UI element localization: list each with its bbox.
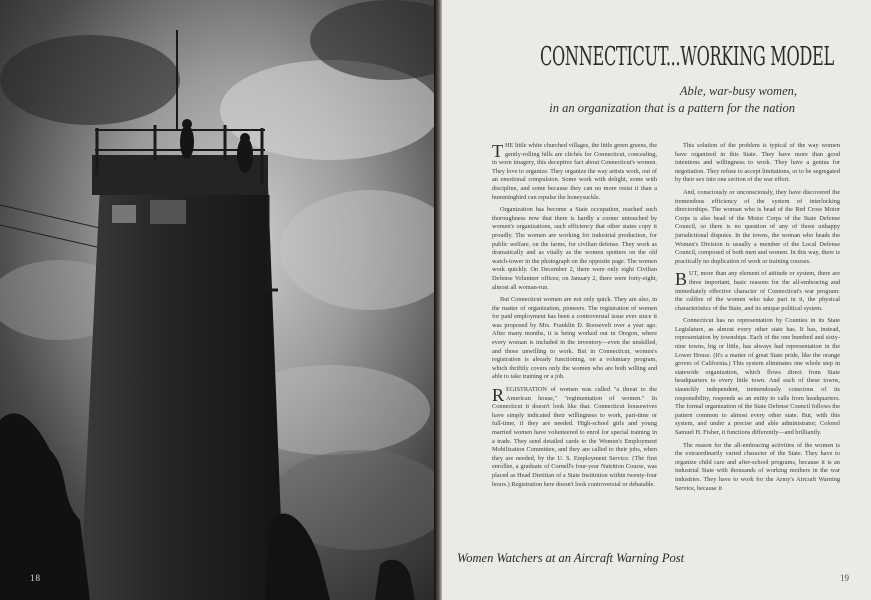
paragraph: Connecticut has no representation by Counties in its State Legislature, as almost every other state has. It has, instead, representation by townships. Each of the one hundred and sixty-nine towns, big or little, has always had representation in the Lower House. (It's a matter of great State pride, like the orange groves of California.) This system eliminates one whole step in statewide organization, which flows direct from State headquarters to every little town. And each of these towns, staunchly independent, tremendously conscious of its responsibility, responds as an entity to calls from headquarters. The formal organization of the State Defense Council follows the pattern common to almost every other state. But, with this system, and under a precise and able administrator, Colonel Samuel H. Fisher, it functions differently—and brilliantly. [675, 317, 840, 436]
paragraph: This solution of the problem is typical of the way women have organized in this State. They have more than good intentions and willingness to work. They have a genius for negotiation. They refuse to accept limitations, or to be segregated by their sex into one section of the war effort. [675, 142, 840, 184]
paragraph: THE little white churched villages, the little green greens, the gently-rolling hills are clichés for Connecticut, concealing, in worn imagery, this deceptive fact about Connecticut's women. They love to organize. They organize the way artists work, out of an emotional compulsion. Some work with delight, some with discipline, and some because they can no more resist it than a hummingbird can repulse the honeysuckle. [492, 141, 657, 201]
drop-cap: B [675, 269, 688, 290]
left-page-photo [0, 0, 434, 600]
article-subtitle-line1: Able, war-busy women, [679, 84, 797, 98]
paragraph: And, consciously or unconsciously, they have discovered the tremendous efficiency of the system of interlocking directorships. The woman who is head of the Red Cross Motor Corps is also head of the Motor Corps of the State Defense Council, so there is no question of any of those unhappy jurisdictional disputes. In the towns, the woman who heads the Women's Division is usually a member of the Local Defense Council, composed of both men and women. In this way, there is practically no duplication of work or training courses. [675, 188, 840, 265]
paragraph: REGISTRATION of women was called "a threat to the American house," "regimentation of women." In Connecticut it doesn't look like that. Connecticut housewives have simply indicated their willingness to work, part-time or full-time, if they are needed. High-school girls and young married women have volunteered to enrol for special training in a trade. They send detailed cards to the Women's Employment Mobilization Committee, and they are called to their jobs, when they are needed, by the U. S. Employment Service. (The first enrollee, a graduate of Cornell's four-year Nutrition Course, was placed as Head Dietitian of a State Institution within twenty-four hours.) Registration here doesn't look controversial or debatable. [492, 385, 657, 488]
paragraph: BUT, more than any element of attitude or system, there are three important, basic reasons for the all-embracing and immediately effective character of Connecticut's war program: the calibre of the women who take part in it, the physical characteristics of the State, and its unique political system. [675, 269, 840, 312]
paragraph: The reason for the all-embracing activities of the women is the extraordinarily varied character of the State. They have to organize child care and after-school programs, because it is an industrial State with thousands of working mothers in the war industries. They have to work for the Army's Aircraft Warning Service, because it [675, 441, 840, 492]
text-column-1 [492, 142, 657, 493]
text-column-2 [675, 142, 840, 497]
article-title: CONNECTICUT...WORKING MODEL [540, 42, 834, 72]
paragraph: Organization has become a State occupation, reached such thoroughness now that there is hardly a corner untouched by women's organizations, such efficiency that other states copy it proudly. The women are working for industrial production, for public welfare, on the farms, for civilian defense. They work as dramatically and as vitally as the women spotters on the old watch-tower in the photograph on the opposite page. The women work quickly. On December 2, there were only eight Civilian Defense Volunteer offices; on January 2, there were forty-eight, almost all woman-run. [492, 206, 657, 291]
page-number-left: 18 [30, 573, 41, 583]
page-gutter [434, 0, 442, 600]
right-page [442, 0, 871, 600]
photo-caption: Women Watchers at an Aircraft Warning Post [457, 551, 685, 565]
drop-cap: T [492, 141, 503, 161]
page-number-right: 19 [840, 573, 849, 583]
paragraph: But Connecticut women are not only quick. They are also, in the matter of organization, pioneers. The registration of women for paid employment has been a controversial issue ever since it was proposed by Mrs. Franklin D. Roosevelt over a year ago. After many months, it is being worked out in Oregon, where every woman is included in the inventory—even the unskilled, and those unwilling to work. But in Connecticut, women's registration is already functioning, on a voluntary program, which thriftily covers only the women who are both willing and able to take training or a job. [492, 296, 657, 381]
watchtower-photo [0, 0, 434, 600]
drop-cap: R [492, 385, 505, 406]
article-subtitle-line2: in an organization that is a pattern for the nation [549, 101, 795, 115]
